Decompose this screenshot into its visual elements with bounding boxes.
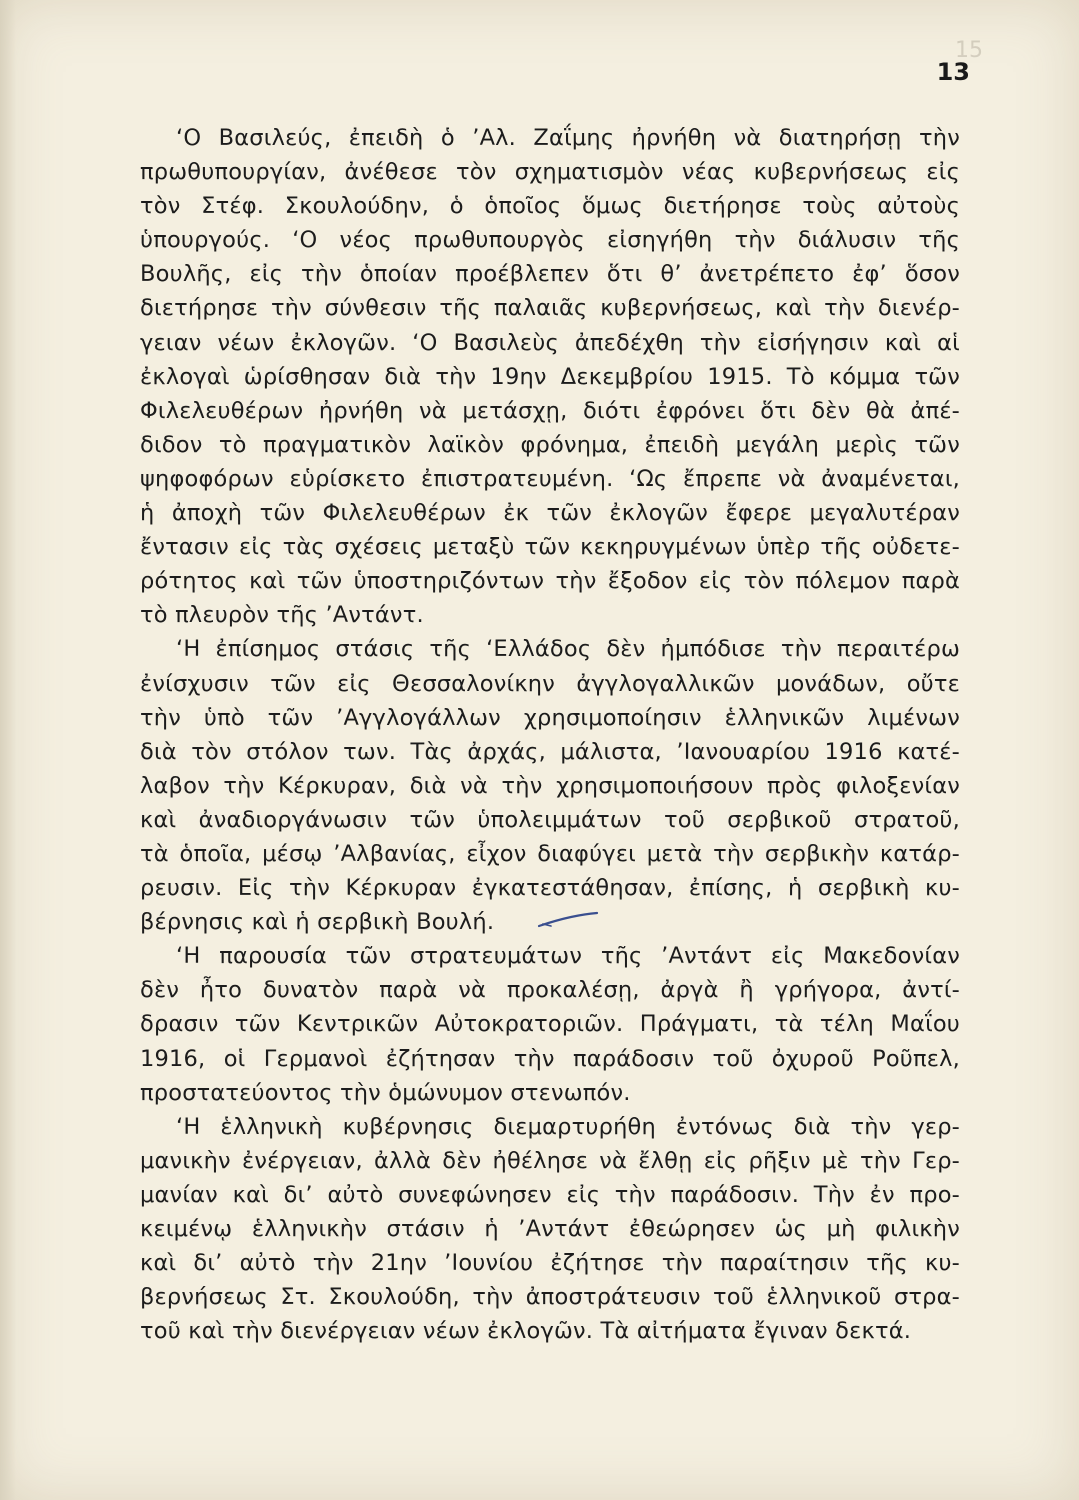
text-line: ‘Η παρουσία τῶν στρατευμάτων τῆς ’Αντάντ εἰς Μακεδονίαν <box>176 943 960 970</box>
text-line: κειμένῳ ἑλληνικὴν στάσιν ἡ ’Αντάντ ἐθεώρησεν ὡς μὴ φιλικὴν <box>140 1216 960 1242</box>
text-line: ἡ ἀποχὴ τῶν Φιλελευθέρων ἐκ τῶν ἐκλογῶν ἔφερε μεγαλυτέραν <box>140 500 960 527</box>
text-line: διὰ τὸν στόλον των. Τὰς ἀρχάς, μάλιστα, ’Ιανουαρίου 1916 κατέ- <box>140 738 960 765</box>
text-line: διετήρησε τὴν σύνθεσιν τῆς παλαιᾶς κυβερνήσεως, καὶ τὴν διενέρ- <box>140 295 960 322</box>
text-line: ἐνίσχυσιν τῶν εἰς Θεσσαλονίκην ἀγγλογαλλικῶν μονάδων, οὔτε <box>140 670 960 697</box>
text-line: διδον τὸ πραγματικὸν λαϊκὸν φρόνημα, ἐπειδὴ μεγάλη μερὶς τῶν <box>140 431 960 458</box>
text-line: δὲν ἦτο δυνατὸν παρὰ νὰ προκαλέσῃ, ἀργὰ ἢ γρήγορα, ἀντί- <box>140 977 960 1004</box>
text-line: γειαν νέων ἐκλογῶν. ‘Ο Βασιλεὺς ἀπεδέχθη τὴν εἰσήγησιν καὶ αἱ <box>140 329 960 356</box>
text-line: ψηφοφόρων εὑρίσκετο ἐπιστρατευμένη. ‘Ως ἔπρεπε νὰ ἀναμένεται, <box>140 465 960 492</box>
text-line: Φιλελευθέρων ἠρνήθη νὰ μετάσχῃ, διότι ἐφρόνει ὅτι δὲν θὰ ἀπέ- <box>140 397 960 424</box>
text-line: μανικὴν ἐνέργειαν, ἀλλὰ δὲν ἠθέλησε νὰ ἔλθῃ εἰς ρῆξιν μὲ τὴν Γερ- <box>140 1147 960 1174</box>
text-line: προστατεύοντος τὴν ὁμώνυμον στενωπόν. <box>140 1079 631 1106</box>
text-line: ‘Η ἐπίσημος στάσις τῆς ‘Ελλάδος δὲν ἠμπόδισε τὴν περαιτέρω <box>176 636 960 663</box>
text-line: τὸν Στέφ. Σκουλούδην, ὁ ὁποῖος ὅμως διετήρησε τοὺς αὐτοὺς <box>140 193 960 220</box>
page-number: 13 <box>936 58 970 86</box>
text-line: ρευσιν. Εἰς τὴν Κέρκυραν ἐγκατεστάθησαν, ἐπίσης, ἡ σερβικὴ κυ- <box>140 875 960 902</box>
text-line: πρωθυπουργίαν, ἀνέθεσε τὸν σχηματισμὸν νέας κυβερνήσεως εἰς <box>140 159 960 186</box>
text-line: ρότητος καὶ τῶν ὑποστηριζόντων τὴν ἔξοδον εἰς τὸν πόλεμον παρὰ <box>140 568 960 595</box>
body-text <box>140 121 960 1348</box>
text-line: τὰ ὁποῖα, μέσῳ ’Αλβανίας, εἶχον διαφύγει μετὰ τὴν σερβικὴν κατάρ- <box>140 840 960 867</box>
paragraph-3 <box>140 939 960 1109</box>
text-line: μανίαν καὶ δι’ αὐτὸ συνεφώνησεν εἰς τὴν παράδοσιν. Τὴν ἐν προ- <box>140 1181 960 1208</box>
page-binding-shadow <box>0 0 16 1500</box>
text-line: ἐκλογαὶ ὡρίσθησαν διὰ τὴν 19ην Δεκεμβρίου 1915. Τὸ κόμμα τῶν <box>140 363 960 390</box>
text-line: δρασιν τῶν Κεντρικῶν Αὐτοκρατοριῶν. Πράγματι, τὰ τέλη Μαΐου <box>140 1011 960 1038</box>
bleed-through-page-number: 15 <box>955 38 983 63</box>
text-line: ὑπουργούς. ‘Ο νέος πρωθυπουργὸς εἰσηγήθη τὴν διάλυσιν τῆς <box>140 227 960 254</box>
paragraph-2 <box>140 632 960 939</box>
text-line: καὶ ἀναδιοργάνωσιν τῶν ὑπολειμμάτων τοῦ σερβικοῦ στρατοῦ, <box>140 806 960 833</box>
text-line: καὶ δι’ αὐτὸ τὴν 21ην ’Ιουνίου ἐζήτησε τὴν παραίτησιν τῆς κυ- <box>140 1250 960 1277</box>
text-line: ἔντασιν εἰς τὰς σχέσεις μεταξὺ τῶν κεκηρυγμένων ὑπὲρ τῆς οὐδετε- <box>140 534 960 561</box>
text-line: βερνήσεως Στ. Σκουλούδη, τὴν ἀποστράτευσιν τοῦ ἑλληνικοῦ στρα- <box>140 1284 960 1311</box>
text-line: 1916, οἱ Γερμανοὶ ἐζήτησαν τὴν παράδοσιν τοῦ ὀχυροῦ Ροῦπελ, <box>140 1045 960 1072</box>
text-line: τὴν ὑπὸ τῶν ’Αγγλογάλλων χρησιμοποίησιν ἑλληνικῶν λιμένων <box>140 704 960 731</box>
text-line: βέρνησις καὶ ἡ σερβικὴ Βουλή. <box>140 909 495 936</box>
text-line: ‘Ο Βασιλεύς, ἐπειδὴ ὁ ’Αλ. Ζαΐμης ἠρνήθη νὰ διατηρήσῃ τὴν <box>176 125 960 151</box>
text-line: Βουλῆς, εἰς τὴν ὁποίαν προέβλεπεν ὅτι θ’ ἀνετρέπετο ἐφ’ ὅσον <box>140 261 960 288</box>
pen-mark-icon <box>537 910 599 932</box>
text-line: λαβον τὴν Κέρκυραν, διὰ νὰ τὴν χρησιμοποιήσουν πρὸς φιλοξενίαν <box>140 772 960 799</box>
text-line: τοῦ καὶ τὴν διενέργειαν νέων ἐκλογῶν. Τὰ αἰτήματα ἔγιναν δεκτά. <box>140 1318 912 1345</box>
text-line: τὸ πλευρὸν τῆς ’Αντάντ. <box>140 602 424 629</box>
paragraph-4 <box>140 1110 960 1349</box>
paragraph-1 <box>140 121 960 632</box>
text-line: ‘Η ἑλληνικὴ κυβέρνησις διεμαρτυρήθη ἐντόνως διὰ τὴν γερ- <box>176 1113 960 1140</box>
